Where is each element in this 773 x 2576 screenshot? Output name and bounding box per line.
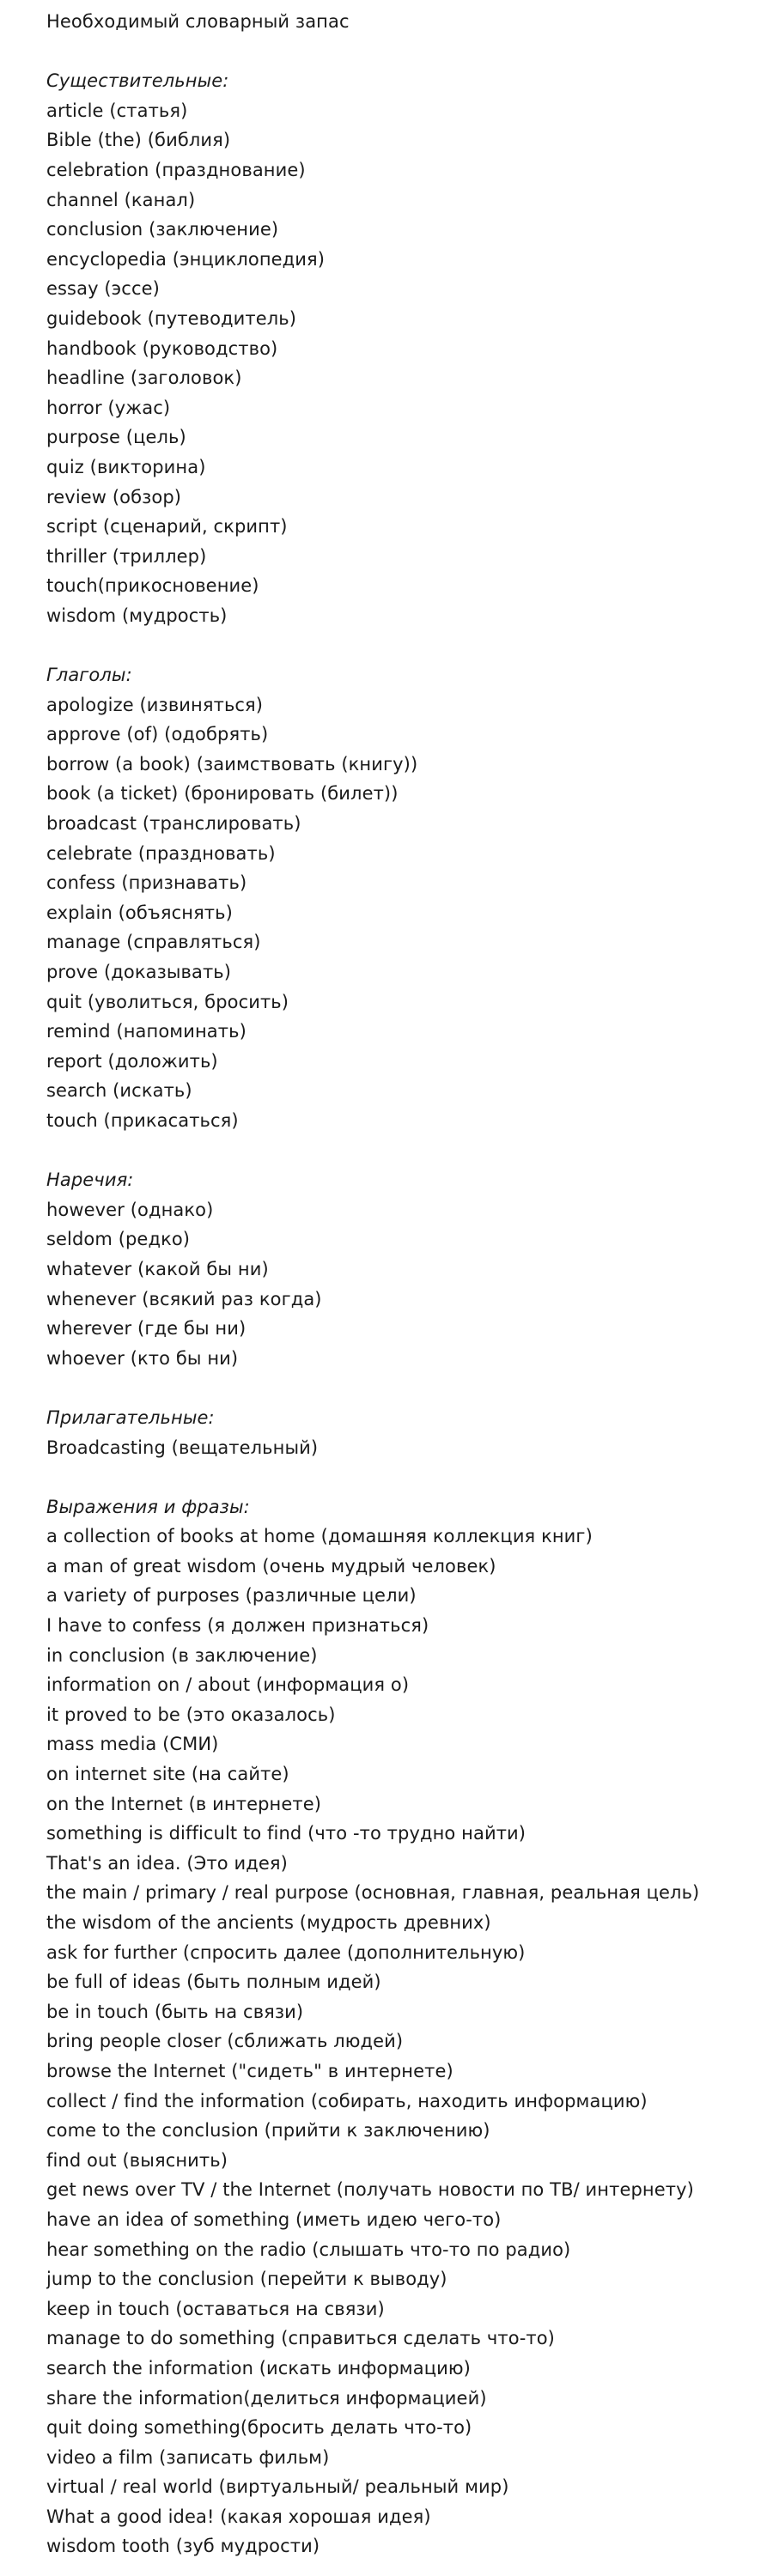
adverbs-list	[46, 1195, 759, 1374]
vocab-item: have an idea of something (иметь идею чего-то)	[46, 2208, 502, 2230]
vocab-item: essay (эссе)	[46, 278, 160, 300]
vocab-item: wisdom tooth (зуб мудрости)	[46, 2536, 320, 2557]
vocab-item: Broadcasting (вещательный)	[46, 1437, 319, 1458]
vocab-item: jump to the conclusion (перейти к выводу)	[46, 2269, 447, 2290]
vocab-item: What a good idea! (какая хорошая идея)	[46, 2506, 431, 2527]
vocab-item: touch(прикосновение)	[46, 575, 259, 597]
vocab-item: broadcast (транслировать)	[46, 813, 301, 835]
vocab-item: a man of great wisdom (очень мудрый человек)	[46, 1555, 496, 1577]
vocab-item: whatever (какой бы ни)	[46, 1258, 269, 1279]
vocab-item: review (обзор)	[46, 486, 182, 507]
vocab-item: mass media (СМИ)	[46, 1734, 219, 1755]
vocab-item: quiz (викторина)	[46, 456, 206, 477]
vocab-item: hear something on the radio (слышать что-то по радио)	[46, 2239, 571, 2260]
vocab-item: quit (уволиться, бросить)	[46, 991, 289, 1012]
vocab-item: approve (of) (одобрять)	[46, 724, 269, 745]
vocab-item: be in touch (быть на связи)	[46, 2001, 304, 2022]
vocab-item: on internet site (на сайте)	[46, 1764, 289, 1785]
spacer	[46, 37, 759, 67]
vocab-item: channel (канал)	[46, 189, 196, 210]
vocab-item: purpose (цель)	[46, 427, 186, 448]
vocab-item: share the information(делиться информацией)	[46, 2387, 487, 2409]
vocab-item: on the Internet (в интернете)	[46, 1793, 322, 1814]
vocabulary-document	[46, 7, 759, 2561]
vocab-item: get news over TV / the Internet (получать новости по ТВ/ интернету)	[46, 2179, 694, 2201]
vocab-item: remind (напоминать)	[46, 1021, 247, 1042]
vocab-item: horror (ужас)	[46, 397, 171, 418]
vocab-item: guidebook (путеводитель)	[46, 307, 297, 329]
vocab-item: search (искать)	[46, 1080, 192, 1102]
vocab-item: keep in touch (оставаться на связи)	[46, 2298, 385, 2319]
vocab-item: information on / about (информация о)	[46, 1674, 410, 1696]
vocab-item: wisdom (мудрость)	[46, 605, 228, 626]
spacer	[46, 1373, 759, 1403]
phrases-list	[46, 1522, 759, 2561]
vocab-item: a variety of purposes (различные цели)	[46, 1585, 417, 1607]
vocab-item: seldom (редко)	[46, 1229, 191, 1250]
vocab-item: video a film (записать фильм)	[46, 2446, 330, 2468]
vocab-item: virtual / real world (виртуальный/ реальный мир)	[46, 2476, 509, 2498]
section-heading: Прилагательные:	[46, 1406, 215, 1428]
phrases-section	[46, 1492, 759, 2561]
vocab-item: the wisdom of the ancients (мудрость древних)	[46, 1912, 491, 1933]
vocab-item: whoever (кто бы ни)	[46, 1347, 239, 1369]
vocab-item: ask for further (спросить далее (дополнительную)	[46, 1941, 526, 1963]
vocab-item: celebrate (праздновать)	[46, 842, 276, 864]
verbs-list	[46, 690, 759, 1136]
vocab-item: celebration (празднование)	[46, 159, 306, 180]
vocab-item: prove (доказывать)	[46, 962, 232, 982]
vocab-item: confess (признавать)	[46, 872, 247, 894]
vocab-item: it proved to be (это оказалось)	[46, 1704, 336, 1725]
vocab-item: wherever (где бы ни)	[46, 1318, 247, 1340]
spacer	[46, 1136, 759, 1166]
vocab-item: headline (заголовок)	[46, 368, 242, 389]
vocab-item: thriller (триллер)	[46, 545, 207, 567]
vocab-item: collect / find the information (собирать, находить информацию)	[46, 2090, 648, 2111]
section-heading: Выражения и фразы:	[46, 1496, 250, 1517]
nouns-list	[46, 96, 759, 631]
nouns-section	[46, 66, 759, 630]
vocab-item: quit doing something(бросить делать что-то)	[46, 2417, 472, 2439]
document-title: Необходимый словарный запас	[46, 11, 350, 32]
vocab-item: book (a ticket) (бронировать (билет))	[46, 783, 399, 805]
vocab-item: handbook (руководство)	[46, 337, 278, 359]
section-heading: Существительные:	[46, 70, 229, 92]
vocab-item: article (статья)	[46, 100, 188, 121]
vocab-item: in conclusion (в заключение)	[46, 1644, 318, 1666]
vocab-item: whenever (всякий раз когда)	[46, 1288, 322, 1309]
vocab-item: Bible (the) (библия)	[46, 130, 231, 151]
vocab-item: I have to confess (я должен признаться)	[46, 1615, 429, 1637]
vocab-item: borrow (a book) (заимствовать (книгу))	[46, 753, 418, 775]
vocab-item: explain (объяснять)	[46, 902, 233, 923]
vocab-item: search the information (искать информацию)	[46, 2357, 471, 2379]
vocab-item: be full of ideas (быть полным идей)	[46, 1971, 381, 1993]
vocab-item: touch (прикасаться)	[46, 1109, 239, 1131]
vocab-item: manage (справляться)	[46, 932, 261, 953]
vocab-item: bring people closer (сближать людей)	[46, 2031, 404, 2052]
vocab-item: the main / primary / real purpose (основная, главная, реальная цель)	[46, 1882, 700, 1904]
vocab-item: report (доложить)	[46, 1050, 218, 1072]
spacer	[46, 1462, 759, 1492]
section-heading: Глаголы:	[46, 665, 132, 686]
vocab-item: a collection of books at home (домашняя коллекция книг)	[46, 1526, 593, 1547]
vocab-item: however (однако)	[46, 1199, 214, 1220]
vocab-item: script (сценарий, скрипт)	[46, 516, 288, 538]
vocab-item: find out (выяснить)	[46, 2149, 228, 2171]
vocab-item: manage to do something (справиться сделать что-то)	[46, 2328, 555, 2349]
adverbs-section	[46, 1165, 759, 1373]
vocab-item: apologize (извиняться)	[46, 694, 264, 715]
vocab-item: browse the Internet ("сидеть" в интернете)	[46, 2060, 453, 2081]
adjectives-list	[46, 1433, 759, 1463]
vocab-item: encyclopedia (энциклопедия)	[46, 248, 326, 270]
vocab-item: That's an idea. (Это идея)	[46, 1852, 288, 1874]
vocab-item: something is difficult to find (что -то трудно найти)	[46, 1823, 526, 1844]
verbs-section	[46, 660, 759, 1136]
vocab-item: come to the conclusion (прийти к заключению)	[46, 2120, 490, 2142]
section-heading: Наречия:	[46, 1170, 134, 1191]
vocab-item: conclusion (заключение)	[46, 219, 279, 240]
spacer	[46, 630, 759, 660]
adjectives-section	[46, 1403, 759, 1462]
